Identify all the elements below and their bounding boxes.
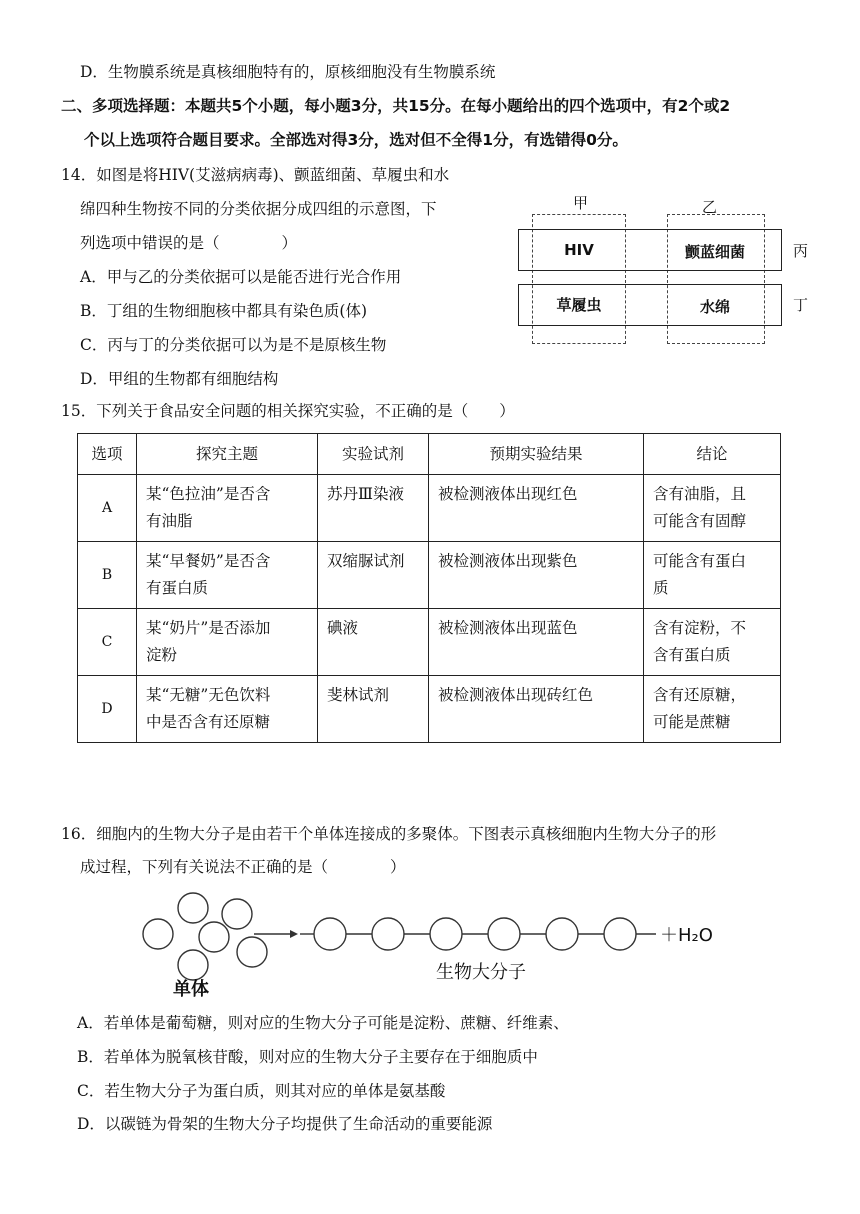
table-row — [78, 609, 781, 676]
q14-stem-line1: 14．如图是将HIV(艾滋病病毒)、颤蓝细菌、草履虫和水 — [61, 166, 450, 184]
conclusion-line: 含有还原糖， — [653, 686, 747, 704]
monomer-circle — [237, 937, 267, 967]
row-label-ding: 丁 — [793, 296, 809, 314]
chain-monomer-circle — [314, 918, 346, 950]
monomer-label: 单体 — [173, 979, 209, 1000]
chain-monomer-circle — [546, 918, 578, 950]
row-conclusion — [644, 676, 781, 743]
row-reagent: 双缩脲试剂 — [318, 542, 429, 609]
chain-monomer-circle — [430, 918, 462, 950]
topic-line: 某“早餐奶”是否含 — [146, 552, 271, 570]
section2-heading-line1: 二、多项选择题：本题共5个小题，每小题3分，共15分。在每小题给出的四个选项中，有2个或2 — [61, 97, 731, 115]
organism-paramecium: 草履虫 — [556, 296, 602, 314]
col-label-yi: 乙 — [702, 198, 718, 216]
q14-option-d: D．甲组的生物都有细胞结构 — [80, 370, 279, 388]
monomer-circle — [222, 899, 252, 929]
topic-line: 某“奶片”是否添加 — [146, 619, 271, 637]
q16-stem-line2: 成过程，下列有关说法不正确的是（ ） — [80, 858, 406, 876]
organism-cyanobacteria: 颤蓝细菌 — [684, 243, 745, 261]
monomer-circle — [178, 893, 208, 923]
polymer-label: 生物大分子 — [436, 962, 526, 983]
header-result: 预期实验结果 — [429, 434, 644, 475]
water-label: ＋H₂O — [660, 925, 713, 946]
conclusion-line: 质 — [653, 579, 669, 597]
topic-line: 有蛋白质 — [146, 579, 209, 597]
polymerization-diagram — [138, 884, 738, 1004]
section2-heading-line2: 个以上选项符合题目要求。全部选对得3分，选对但不全得1分，有选错得0分。 — [84, 131, 628, 149]
row-result: 被检测液体出现蓝色 — [429, 609, 644, 676]
polymer-chain — [300, 918, 656, 950]
row-option: C — [78, 609, 137, 676]
row-topic — [137, 475, 318, 542]
conclusion-line: 可能含有固醇 — [653, 512, 747, 530]
q16-option-d: D．以碳链为骨架的生物大分子均提供了生命活动的重要能源 — [77, 1115, 493, 1133]
conclusion-line: 含有淀粉，不 — [653, 619, 747, 637]
col-label-jia: 甲 — [573, 194, 589, 212]
row-result: 被检测液体出现紫色 — [429, 542, 644, 609]
row-reagent: 碘液 — [318, 609, 429, 676]
experiment-table — [77, 433, 781, 743]
monomer-circle — [178, 950, 208, 980]
table-row — [78, 676, 781, 743]
conclusion-line: 含有油脂，且 — [653, 485, 747, 503]
row-result: 被检测液体出现砖红色 — [429, 676, 644, 743]
chain-monomer-circle — [372, 918, 404, 950]
row-reagent: 苏丹Ⅲ染液 — [318, 475, 429, 542]
monomer-circle — [199, 922, 229, 952]
row-conclusion — [644, 475, 781, 542]
table-header-row — [78, 434, 781, 475]
topic-line: 淀粉 — [146, 646, 178, 664]
row-option: D — [78, 676, 137, 743]
q16-stem-line1: 16．细胞内的生物大分子是由若干个单体连接成的多聚体。下图表示真核细胞内生物大分子的形 — [61, 825, 717, 843]
topic-line: 中是否含有还原糖 — [146, 713, 271, 731]
topic-line: 有油脂 — [146, 512, 193, 530]
row-conclusion — [644, 609, 781, 676]
organism-spirogyra: 水绵 — [699, 298, 730, 316]
conclusion-line: 可能含有蛋白 — [653, 552, 747, 570]
q14-stem-line2: 绵四种生物按不同的分类依据分成四组的示意图，下 — [80, 200, 437, 218]
header-topic: 探究主题 — [137, 434, 318, 475]
header-conclusion: 结论 — [644, 434, 781, 475]
q16-option-a: A．若单体是葡萄糖，则对应的生物大分子可能是淀粉、蔗糖、纤维素、 — [77, 1014, 569, 1032]
q16-option-c: C．若生物大分子为蛋白质，则其对应的单体是氨基酸 — [77, 1082, 446, 1100]
table-row — [78, 475, 781, 542]
organism-hiv: HIV — [564, 241, 594, 259]
q16-option-b: B．若单体为脱氧核苷酸，则对应的生物大分子主要存在于细胞质中 — [77, 1048, 538, 1066]
row-result: 被检测液体出现红色 — [429, 475, 644, 542]
chain-monomer-circle — [488, 918, 520, 950]
conclusion-line: 可能是蔗糖 — [653, 713, 731, 731]
row-label-bing: 丙 — [793, 242, 809, 260]
row-topic — [137, 676, 318, 743]
q14-option-a: A．甲与乙的分类依据可以是能否进行光合作用 — [80, 268, 402, 286]
chain-monomer-circle — [604, 918, 636, 950]
conclusion-line: 含有蛋白质 — [653, 646, 731, 664]
monomer-circle — [143, 919, 173, 949]
row-reagent: 斐林试剂 — [318, 676, 429, 743]
topic-line: 某“色拉油”是否含 — [146, 485, 271, 503]
q14-stem-line3: 列选项中错误的是（ ） — [80, 234, 298, 252]
row-option: B — [78, 542, 137, 609]
table-row — [78, 542, 781, 609]
q14-option-b: B．丁组的生物细胞核中都具有染色质(体) — [80, 302, 367, 320]
q14-option-c: C．丙与丁的分类依据可以为是不是原核生物 — [80, 336, 387, 354]
q13-option-d: D．生物膜系统是真核细胞特有的，原核细胞没有生物膜系统 — [80, 63, 496, 81]
row-option: A — [78, 475, 137, 542]
header-option: 选项 — [78, 434, 137, 475]
topic-line: 某“无糖”无色饮料 — [146, 686, 271, 704]
arrow-head — [290, 930, 298, 938]
q15-stem: 15．下列关于食品安全问题的相关探究实验，不正确的是（ ） — [61, 402, 515, 420]
row-topic — [137, 609, 318, 676]
classification-diagram — [515, 188, 815, 348]
row-topic — [137, 542, 318, 609]
header-reagent: 实验试剂 — [318, 434, 429, 475]
row-conclusion — [644, 542, 781, 609]
